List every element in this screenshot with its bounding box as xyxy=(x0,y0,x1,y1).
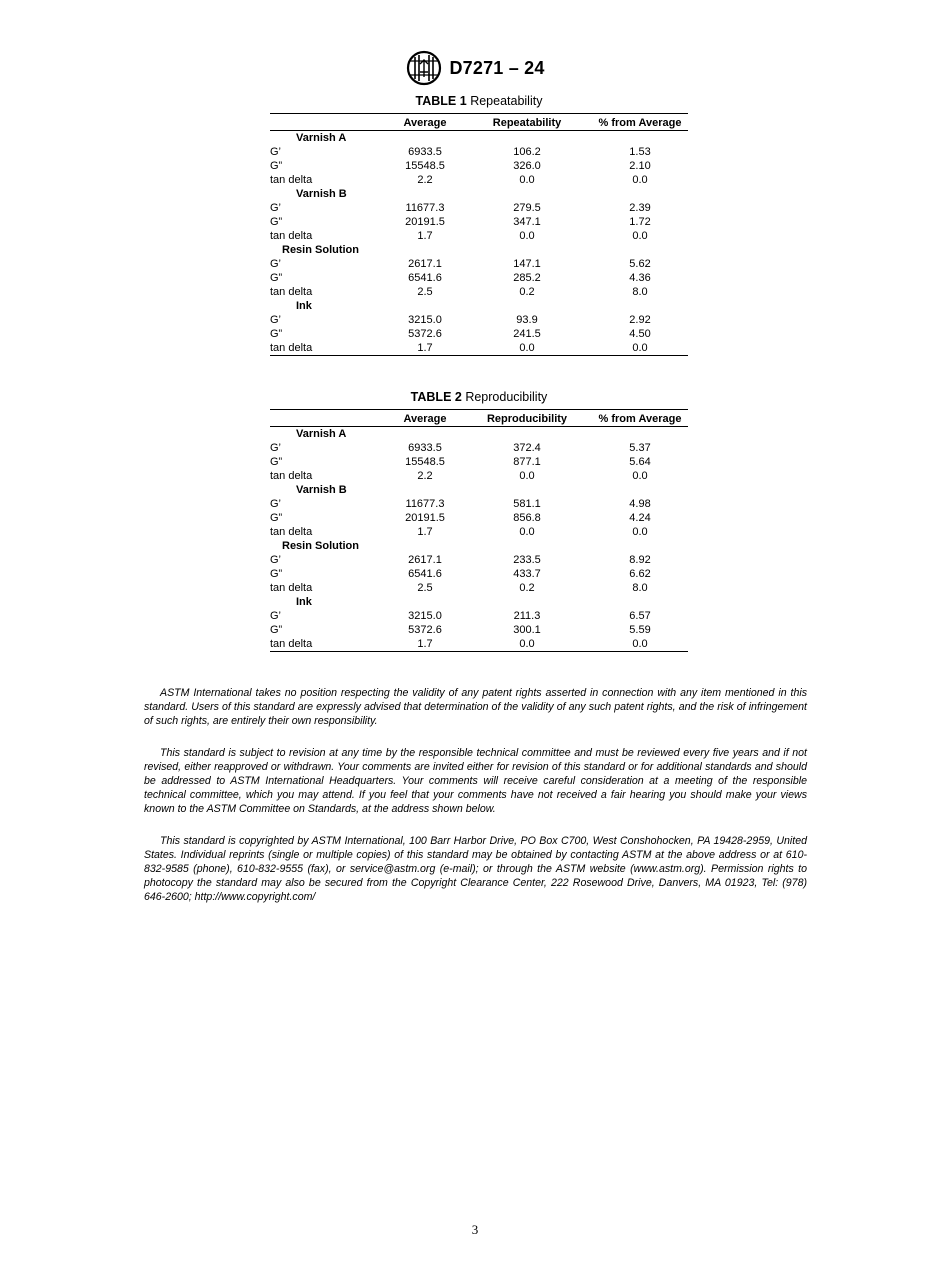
table-row xyxy=(270,173,688,187)
table-row xyxy=(270,525,688,539)
row-label: G” xyxy=(270,272,283,284)
table-row xyxy=(270,567,688,581)
table-cell: 8.92 xyxy=(629,554,651,566)
table-cell: 5.37 xyxy=(629,442,651,454)
table-cell: 2.39 xyxy=(629,202,651,214)
table-cell: 5372.6 xyxy=(408,328,442,340)
table-cell: 0.0 xyxy=(519,470,535,482)
table-cell: 326.0 xyxy=(513,160,541,172)
table-cell: 5.59 xyxy=(629,624,651,636)
table-cell: 1.72 xyxy=(629,216,651,228)
table-row xyxy=(270,511,688,525)
column-header: % from Average xyxy=(598,117,682,129)
table-cell: 0.0 xyxy=(519,174,535,186)
table-body xyxy=(270,131,688,356)
table-row xyxy=(270,623,688,637)
revision-notice: This standard is subject to revision at any time by the responsible technical committee and must be reviewed every five years and if not revised, either reapproved or withdrawn. Your comments are invited either for revision of this standard or for additional standards and should be addressed to ASTM International Headquarters. Your comments will receive careful consideration at a meeting of the responsible technical committee, which you may attend. If you feel that your comments have not received a fair hearing you should make your views known to the ASTM Committee on Standards, at the address shown below. xyxy=(144,747,807,815)
table-title-text: Repeatability xyxy=(470,94,543,108)
table-cell: 0.0 xyxy=(632,342,648,354)
table-cell: 5372.6 xyxy=(408,624,442,636)
table-cell: 279.5 xyxy=(513,202,541,214)
table-cell: 4.98 xyxy=(629,498,651,510)
table-cell: 2.5 xyxy=(417,286,433,298)
copyright-notice: This standard is copyrighted by ASTM International, 100 Barr Harbor Drive, PO Box C700, West Conshohocken, PA 19428-2959, United States. Individual reprints (single or multiple copies) of this standard may be obtained by contacting ASTM at the above address or at 610-832-9585 (phone), 610-832-9555 (fax), or service@astm.org (e-mail); or through the ASTM website (www.astm.org). Permission rights to photocopy the standard may also be secured from the Copyright Clearance Center, 222 Rosewood Drive, Danvers, MA 01923, Tel: (978) 646-2600; http://www.copyright.com/ xyxy=(144,835,807,903)
table-cell: 93.9 xyxy=(516,314,538,326)
table-cell: 0.0 xyxy=(519,230,535,242)
table-cell: 20191.5 xyxy=(405,512,445,524)
table-row xyxy=(270,441,688,455)
table-label: TABLE 2 xyxy=(410,390,462,404)
table-row xyxy=(270,229,688,243)
table-row xyxy=(270,159,688,173)
row-label: G’ xyxy=(270,202,281,214)
column-header: Average xyxy=(403,117,447,129)
repeatability-table-block xyxy=(270,94,688,356)
column-header xyxy=(270,114,388,131)
table-row xyxy=(270,271,688,285)
table-cell: 0.0 xyxy=(632,174,648,186)
group-row xyxy=(270,483,688,497)
table-cell: 877.1 xyxy=(513,456,541,468)
table-cell: 1.53 xyxy=(629,146,651,158)
table-cell: 300.1 xyxy=(513,624,541,636)
page-number: 3 xyxy=(471,1222,479,1237)
table-cell: 8.0 xyxy=(632,582,648,594)
table-cell: 0.0 xyxy=(632,526,648,538)
table-row xyxy=(270,285,688,299)
row-label: G’ xyxy=(270,442,281,454)
column-header: % from Average xyxy=(598,413,682,425)
table-cell: 0.0 xyxy=(632,230,648,242)
reproducibility-table-block xyxy=(270,390,688,652)
row-label: G” xyxy=(270,512,283,524)
table-cell: 241.5 xyxy=(513,328,541,340)
table-row xyxy=(270,553,688,567)
table-cell: 2.2 xyxy=(417,174,433,186)
table-cell: 20191.5 xyxy=(405,216,445,228)
table-cell: 6.62 xyxy=(629,568,651,580)
row-label: tan delta xyxy=(270,342,313,354)
table-row xyxy=(270,455,688,469)
table-cell: 15548.5 xyxy=(405,456,445,468)
table-cell: 1.7 xyxy=(417,638,433,650)
astm-logo-icon xyxy=(405,50,443,86)
table-row xyxy=(270,469,688,483)
table-row xyxy=(270,215,688,229)
table-cell: 8.0 xyxy=(632,286,648,298)
patent-notice: ASTM International takes no position respecting the validity of any patent rights asserted in connection with any item mentioned in this standard. Users of this standard are expressly advised that determination of the validity of any such patent rights, and the risk of infringement of such rights, are entirely their own responsibility. xyxy=(144,687,807,727)
table-cell: 0.0 xyxy=(632,470,648,482)
table-row xyxy=(270,497,688,511)
row-label: tan delta xyxy=(270,470,313,482)
group-label: Varnish A xyxy=(296,428,347,440)
column-header: Repeatability xyxy=(492,117,562,129)
table-cell: 285.2 xyxy=(513,272,541,284)
page-header xyxy=(0,50,950,86)
group-label: Varnish B xyxy=(296,484,347,496)
group-row xyxy=(270,595,688,609)
group-label: Ink xyxy=(296,300,312,312)
row-label: G’ xyxy=(270,498,281,510)
document-designation: D7271 – 24 xyxy=(449,57,545,78)
table-cell: 233.5 xyxy=(513,554,541,566)
row-label: G” xyxy=(270,624,283,636)
table-row xyxy=(270,637,688,652)
table-row xyxy=(270,327,688,341)
table-row xyxy=(270,201,688,215)
column-header: Average xyxy=(403,413,447,425)
group-label: Ink xyxy=(296,596,312,608)
table-row xyxy=(270,341,688,356)
table-row xyxy=(270,609,688,623)
column-header xyxy=(270,410,388,427)
repeatability-table xyxy=(270,113,688,356)
table-cell: 5.64 xyxy=(629,456,651,468)
table-cell: 0.0 xyxy=(519,638,535,650)
table-row xyxy=(270,581,688,595)
row-label: G’ xyxy=(270,258,281,270)
table-cell: 3215.0 xyxy=(408,314,442,326)
table-cell: 1.7 xyxy=(417,230,433,242)
table-cell: 15548.5 xyxy=(405,160,445,172)
table-cell: 0.2 xyxy=(519,582,535,594)
table-cell: 372.4 xyxy=(513,442,541,454)
table-cell: 11677.3 xyxy=(405,202,445,214)
table-cell: 5.62 xyxy=(629,258,651,270)
table-header-row xyxy=(270,114,688,131)
row-label: tan delta xyxy=(270,582,313,594)
table-title-text: Reproducibility xyxy=(465,390,548,404)
table-cell: 0.0 xyxy=(519,342,535,354)
row-label: G” xyxy=(270,160,283,172)
table-cell: 581.1 xyxy=(513,498,541,510)
table-cell: 1.7 xyxy=(417,526,433,538)
row-label: G” xyxy=(270,216,283,228)
table-cell: 856.8 xyxy=(513,512,541,524)
table-cell: 0.0 xyxy=(632,638,648,650)
row-label: G’ xyxy=(270,554,281,566)
row-label: tan delta xyxy=(270,286,313,298)
table-row xyxy=(270,257,688,271)
table-cell: 4.36 xyxy=(629,272,651,284)
group-row xyxy=(270,187,688,201)
table-cell: 1.7 xyxy=(417,342,433,354)
table-cell: 11677.3 xyxy=(405,498,445,510)
table-cell: 433.7 xyxy=(513,568,541,580)
row-label: tan delta xyxy=(270,526,313,538)
group-label: Resin Solution xyxy=(282,244,359,256)
row-label: G” xyxy=(270,456,283,468)
group-label: Varnish B xyxy=(296,188,347,200)
row-label: tan delta xyxy=(270,174,313,186)
table-cell: 0.2 xyxy=(519,286,535,298)
table-cell: 3215.0 xyxy=(408,610,442,622)
row-label: G” xyxy=(270,328,283,340)
row-label: tan delta xyxy=(270,230,313,242)
group-label: Varnish A xyxy=(296,132,347,144)
group-row xyxy=(270,299,688,313)
table-label: TABLE 1 xyxy=(415,94,467,108)
group-row xyxy=(270,243,688,257)
table-row xyxy=(270,313,688,327)
table-cell: 6933.5 xyxy=(408,442,442,454)
table-cell: 211.3 xyxy=(513,610,541,622)
legal-notices xyxy=(144,686,807,922)
table-cell: 6541.6 xyxy=(408,272,442,284)
table-cell: 2.5 xyxy=(417,582,433,594)
table-cell: 347.1 xyxy=(513,216,541,228)
table-row xyxy=(270,145,688,159)
table-title xyxy=(270,94,688,108)
table-title xyxy=(270,390,688,404)
column-header: Reproducibility xyxy=(486,413,568,425)
group-label: Resin Solution xyxy=(282,540,359,552)
group-row xyxy=(270,539,688,553)
table-cell: 106.2 xyxy=(513,146,541,158)
group-row xyxy=(270,131,688,146)
row-label: G’ xyxy=(270,610,281,622)
group-row xyxy=(270,427,688,442)
table-header-row xyxy=(270,410,688,427)
table-cell: 2.10 xyxy=(629,160,651,172)
reproducibility-table xyxy=(270,409,688,652)
table-cell: 6541.6 xyxy=(408,568,442,580)
table-cell: 2.2 xyxy=(417,470,433,482)
table-body xyxy=(270,427,688,652)
table-cell: 4.50 xyxy=(629,328,651,340)
table-cell: 2617.1 xyxy=(408,554,442,566)
row-label: G’ xyxy=(270,314,281,326)
row-label: G’ xyxy=(270,146,281,158)
table-cell: 6933.5 xyxy=(408,146,442,158)
row-label: G” xyxy=(270,568,283,580)
row-label: tan delta xyxy=(270,638,313,650)
table-cell: 2.92 xyxy=(629,314,651,326)
table-cell: 4.24 xyxy=(629,512,651,524)
table-cell: 0.0 xyxy=(519,526,535,538)
table-cell: 147.1 xyxy=(513,258,541,270)
table-cell: 6.57 xyxy=(629,610,651,622)
table-cell: 2617.1 xyxy=(408,258,442,270)
